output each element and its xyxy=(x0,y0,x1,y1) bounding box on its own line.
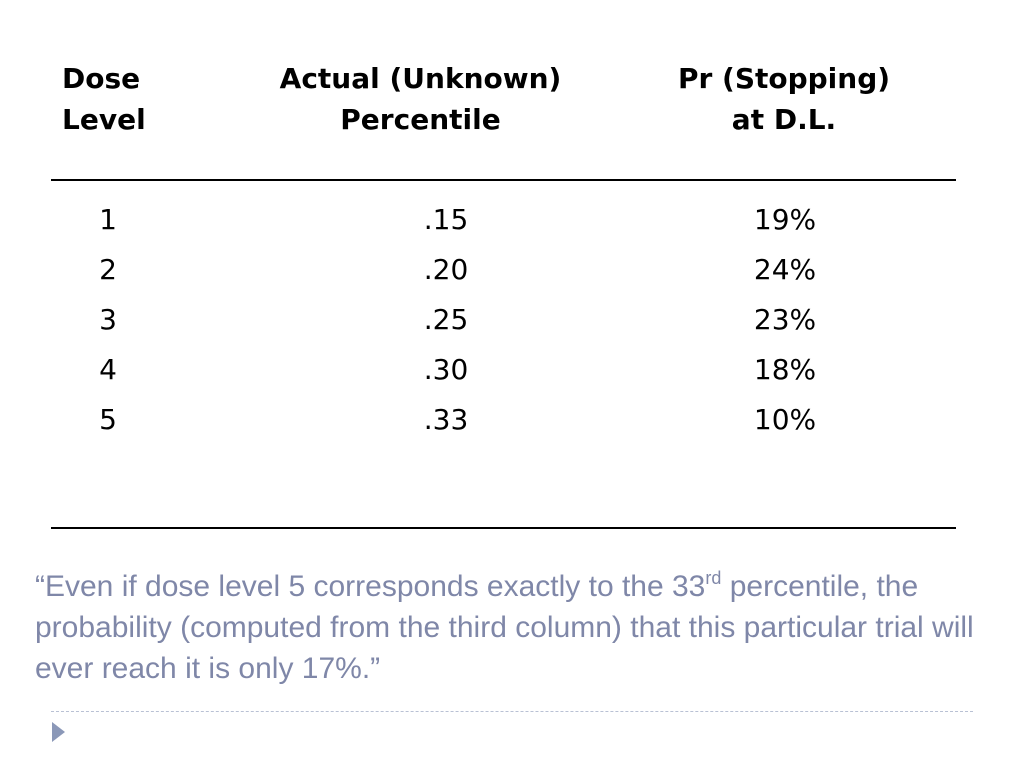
table-row xyxy=(0,395,1024,445)
pr-stop-cell: 18% xyxy=(753,353,817,386)
percentile-cell: .30 xyxy=(423,353,469,386)
dose-cell: 5 xyxy=(99,403,117,436)
quote-part-2: percentile, the probability (computed from the third column) that this particular trial will ever reach it is only 17%.” xyxy=(35,570,974,685)
quote-text xyxy=(35,566,995,689)
footer-dashed-rule xyxy=(51,711,973,712)
table-row xyxy=(0,295,1024,345)
header-percentile-line1: Actual (Unknown) xyxy=(279,62,562,95)
table-body xyxy=(0,195,1024,445)
dose-cell: 3 xyxy=(99,303,117,336)
play-triangle-icon xyxy=(52,722,65,742)
header-percentile xyxy=(273,58,568,140)
percentile-cell: .25 xyxy=(423,303,469,336)
pr-stop-cell: 19% xyxy=(753,203,817,236)
table-top-rule xyxy=(51,179,956,181)
pr-stop-cell: 10% xyxy=(753,403,817,436)
pr-stop-cell: 23% xyxy=(753,303,817,336)
percentile-cell: .33 xyxy=(423,403,469,436)
quote-part-1: “Even if dose level 5 corresponds exactly to the 33 xyxy=(35,570,706,603)
table-row xyxy=(0,345,1024,395)
table-bottom-rule xyxy=(51,527,956,529)
table-row xyxy=(0,245,1024,295)
header-dose-line2: Level xyxy=(62,103,146,136)
header-pr-line1: Pr (Stopping) xyxy=(677,62,891,95)
table-row xyxy=(0,195,1024,245)
dose-cell: 1 xyxy=(99,203,117,236)
header-dose-level xyxy=(62,58,146,140)
header-dose-line1: Dose xyxy=(62,62,141,95)
percentile-cell: .20 xyxy=(423,253,469,286)
header-percentile-line2: Percentile xyxy=(340,103,501,136)
header-pr-line2: at D.L. xyxy=(731,103,837,136)
percentile-cell: .15 xyxy=(423,203,469,236)
pr-stop-cell: 24% xyxy=(753,253,817,286)
dose-cell: 4 xyxy=(99,353,117,386)
quote-superscript: rd xyxy=(705,568,722,588)
dose-cell: 2 xyxy=(99,253,117,286)
header-pr-stopping xyxy=(676,58,892,140)
